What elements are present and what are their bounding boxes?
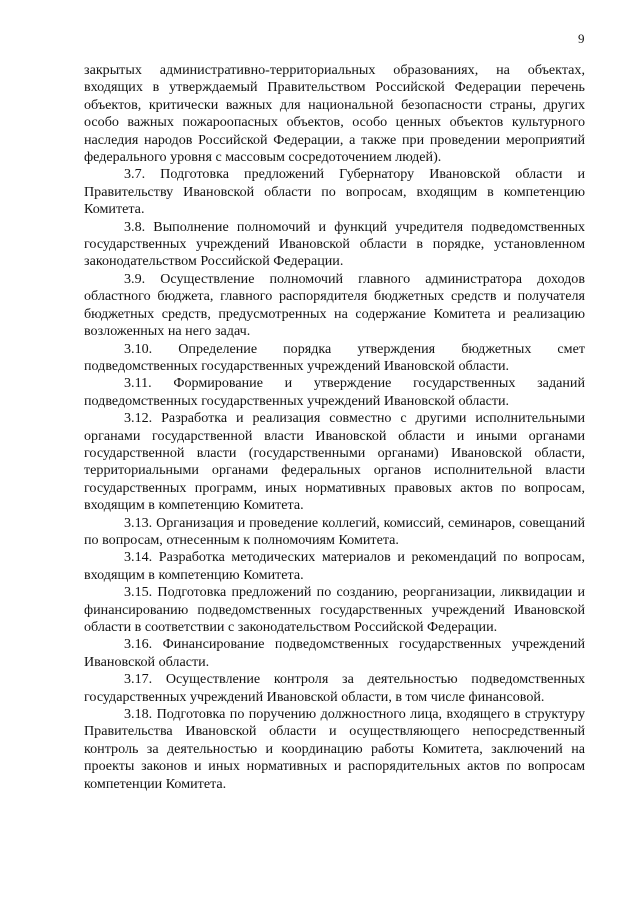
paragraph-3-17: 3.17. Осуществление контроля за деятельностью подведомственных государственных учреждений Ивановской области, в том числе финансовой. bbox=[84, 671, 585, 705]
paragraph-3-7: 3.7. Подготовка предложений Губернатору Ивановской области и Правительству Ивановской области по вопросам, входящим в компетенцию Комитета. bbox=[84, 166, 585, 218]
page-number: 9 bbox=[578, 31, 585, 46]
paragraph-3-12: 3.12. Разработка и реализация совместно с другими исполнительными органами государственной власти Ивановской области и иными органами государственной власти (государственными органами) Ивановской области, территориальными органами федеральных органов исполнительной власти государственных программ, иных нормативных правовых актов по вопросам, входящим в компетенцию Комитета. bbox=[84, 410, 585, 514]
document-body bbox=[84, 62, 585, 793]
paragraph-3-8: 3.8. Выполнение полномочий и функций учредителя подведомственных государственных учреждений Ивановской области в порядке, установленном законодательством Российской Федерации. bbox=[84, 218, 585, 270]
paragraph-3-11: 3.11. Формирование и утверждение государственных заданий подведомственных государственных учреждений Ивановской области. bbox=[84, 375, 585, 409]
paragraph-3-14: 3.14. Разработка методических материалов и рекомендаций по вопросам, входящим в компетенцию Комитета. bbox=[84, 549, 585, 583]
paragraph-3-16: 3.16. Финансирование подведомственных государственных учреждений Ивановской области. bbox=[84, 636, 585, 670]
paragraph-3-10: 3.10. Определение порядка утверждения бюджетных смет подведомственных государственных учреждений Ивановской области. bbox=[84, 340, 585, 374]
paragraph-3-18: 3.18. Подготовка по поручению должностного лица, входящего в структуру Правительства Ивановской области и осуществляющего непосредственный контроль за деятельностью и координацию работы Комитета, заключений на проекты законов и иных нормативных и распорядительных актов по вопросам компетенции Комитета. bbox=[84, 706, 585, 792]
paragraph-3-13: 3.13. Организация и проведение коллегий, комиссий, семинаров, совещаний по вопросам, отнесенным к полномочиям Комитета. bbox=[84, 514, 585, 548]
paragraph-3-9: 3.9. Осуществление полномочий главного администратора доходов областного бюджета, главного распорядителя бюджетных средств и получателя бюджетных средств, предусмотренных на содержание Комитета и реализацию возложенных на него задач. bbox=[84, 270, 585, 340]
paragraph-continuation: закрытых административно-территориальных образованиях, на объектах, входящих в утверждаемый Правительством Российской Федерации перечень объектов, критически важных для национальной безопасности страны, других особо важных пожароопасных объектов, особо ценных объектов культурного наследия народов Российской Федерации, а также при проведении мероприятий федерального уровня с массовым сосредоточением людей). bbox=[84, 62, 585, 166]
paragraph-3-15: 3.15. Подготовка предложений по созданию, реорганизации, ликвидации и финансированию подведомственных государственных учреждений Ивановской области в соответствии с законодательством Российской Федерации. bbox=[84, 584, 585, 635]
